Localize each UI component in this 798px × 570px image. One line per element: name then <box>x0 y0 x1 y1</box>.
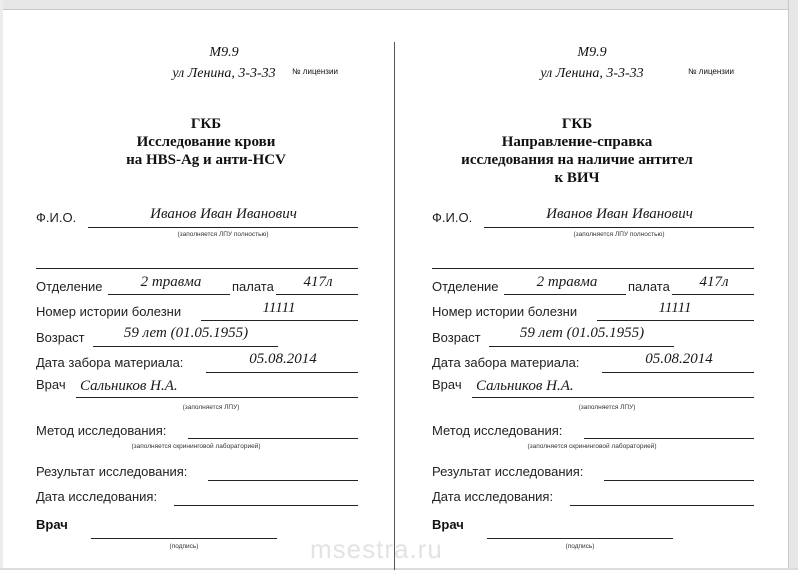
test-date-label: Дата исследования: <box>36 489 158 504</box>
department-field[interactable]: 2 травма <box>536 274 598 290</box>
signature-label: Врач <box>432 517 464 532</box>
history-field[interactable]: 11111 <box>262 300 296 316</box>
result-field[interactable] <box>208 480 358 481</box>
fio-field[interactable]: Иванов Иван Иванович <box>546 206 693 222</box>
sample-date-label: Дата забора материала: <box>432 355 580 370</box>
doctor-field[interactable]: Сальников Н.А. <box>80 378 178 394</box>
site-watermark: msestra.ru <box>310 534 443 564</box>
result-label: Результат исследования: <box>36 464 188 479</box>
department-field[interactable]: 2 травма <box>140 274 202 290</box>
title-line: ГКБ <box>561 116 593 132</box>
signature-field[interactable] <box>487 538 673 539</box>
fio-note: (заполняется ЛПУ полностью) <box>573 231 665 238</box>
title-line: Исследование крови <box>136 134 276 150</box>
signature-label: Врач <box>36 517 68 532</box>
form-divider <box>394 42 395 570</box>
ward-label: палата <box>232 279 274 294</box>
ward-field[interactable]: 417л <box>303 274 333 290</box>
result-label: Результат исследования: <box>432 464 584 479</box>
form-title <box>36 115 376 169</box>
clinic-address: ул Ленина, 3-3-33 <box>172 66 276 81</box>
license-label: № лицензии <box>292 67 338 76</box>
method-label: Метод исследования: <box>432 423 563 438</box>
title-line: исследования на наличие антител <box>461 152 693 168</box>
signature-field[interactable] <box>91 538 277 539</box>
sample-date-field[interactable]: 05.08.2014 <box>249 351 317 367</box>
method-note: (заполняется скрининговой лабораторией) <box>131 443 261 450</box>
history-label: Номер истории болезни <box>36 304 182 319</box>
fio-field[interactable]: Иванов Иван Иванович <box>150 206 297 222</box>
department-label: Отделение <box>36 279 103 294</box>
age-label: Возраст <box>432 330 481 345</box>
fio-note: (заполняется ЛПУ полностью) <box>177 231 269 238</box>
title-line: Направление-справка <box>501 134 653 150</box>
test-date-field[interactable] <box>570 505 754 506</box>
form-code: М9.9 <box>209 45 239 60</box>
sample-date-label: Дата забора материала: <box>36 355 184 370</box>
title-line: ГКБ <box>190 116 222 132</box>
doctor-label: Врач <box>36 377 66 392</box>
license-label: № лицензии <box>688 67 734 76</box>
method-note: (заполняется скрининговой лабораторией) <box>527 443 657 450</box>
ward-field[interactable]: 417л <box>699 274 729 290</box>
window-left-border <box>0 0 3 570</box>
age-field[interactable]: 59 лет (01.05.1955) <box>519 325 645 341</box>
doctor-note: (заполняется ЛПУ) <box>182 404 240 411</box>
signature-note: (подпись) <box>565 543 595 550</box>
window-scrollbar-track[interactable] <box>788 0 798 570</box>
form-code: М9.9 <box>577 45 607 60</box>
hbs-hcv-form <box>36 0 376 570</box>
age-label: Возраст <box>36 330 85 345</box>
fio-label: Ф.И.О. <box>36 210 77 225</box>
clinic-address: ул Ленина, 3-3-33 <box>540 66 644 81</box>
test-date-label: Дата исследования: <box>432 489 554 504</box>
history-field[interactable]: 11111 <box>658 300 692 316</box>
doctor-label: Врач <box>432 377 462 392</box>
history-label: Номер истории болезни <box>432 304 578 319</box>
method-field[interactable] <box>188 438 358 439</box>
title-line: на HBS-Ag и анти-HCV <box>126 152 286 168</box>
title-line: к ВИЧ <box>554 170 600 186</box>
department-label: Отделение <box>432 279 499 294</box>
signature-note: (подпись) <box>169 543 199 550</box>
method-field[interactable] <box>584 438 754 439</box>
hiv-form <box>432 0 772 570</box>
fio-label: Ф.И.О. <box>432 210 473 225</box>
ward-label: палата <box>628 279 670 294</box>
sample-date-field[interactable]: 05.08.2014 <box>645 351 713 367</box>
result-field[interactable] <box>604 480 754 481</box>
doctor-note: (заполняется ЛПУ) <box>578 404 636 411</box>
method-label: Метод исследования: <box>36 423 167 438</box>
form-title <box>407 115 747 187</box>
test-date-field[interactable] <box>174 505 358 506</box>
age-field[interactable]: 59 лет (01.05.1955) <box>123 325 249 341</box>
doctor-field[interactable]: Сальников Н.А. <box>476 378 574 394</box>
